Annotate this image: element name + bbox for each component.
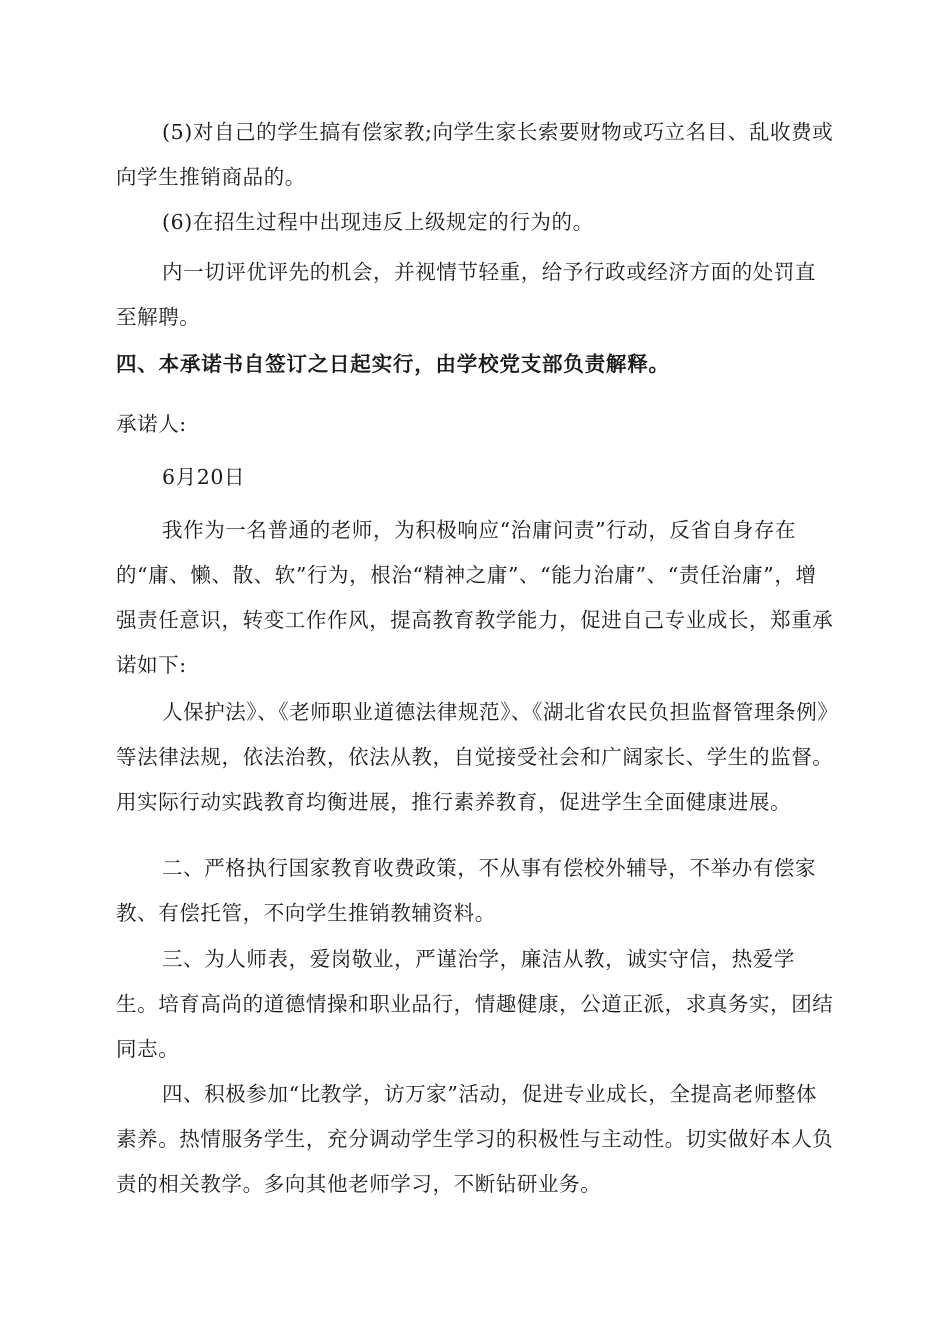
section-four-heading: 四、本承诺书自签订之日起实行，由学校党支部负责解释。: [116, 352, 670, 376]
paragraph-point-three: 三、为人师表，爱岗敬业，严谨治学，廉洁从教，诚实守信，热爱学生。培育高尚的道德情操和职业品行，情趣健康，公道正派，求真务实，团结同志。: [116, 947, 834, 1061]
paragraph-point-four: 四、积极参加“比教学，访万家”活动，促进专业成长，全提高老师整体素养。热情服务学生，充分调动学生学习的积极性与主动性。切实做好本人负责的相关教学。多向其他老师学习，不断钻研业务。: [116, 1082, 834, 1196]
paragraph-point-two: 二、严格执行国家教育收费政策，不从事有偿校外辅导，不举办有偿家教、有偿托管，不向学生推销教辅资料。: [116, 856, 817, 925]
date-line: 6月20日: [162, 465, 246, 489]
promiser-label: 承诺人:: [116, 412, 187, 436]
paragraph-item-5: (5)对自己的学生搞有偿家教;向学生家长索要财物或巧立名目、乱收费或向学生推销商品的。: [116, 120, 834, 189]
paragraph-intro: 我作为一名普通的老师，为积极响应“治庸问责”行动，反省自身存在的“庸、懒、散、软”行为，根治“精神之庸”、“能力治庸”、“责任治庸”，增强责任意识，转变工作作风，提高教育教学能力，促进自己专业成长，郑重承诺如下:: [116, 518, 834, 677]
paragraph-laws: 人保护法》、《老师职业道德法律规范》、《湖北省农民负担监督管理条例》等法律法规，依法治教，依法从教，自觉接受社会和广阔家长、学生的监督。用实际行动实践教育均衡进展，推行素养教育，促进学生全面健康进展。: [116, 700, 834, 814]
paragraph-item-6: (6)在招生过程中出现违反上级规定的行为的。: [162, 210, 594, 234]
paragraph-penalty: 内一切评优评先的机会，并视情节轻重，给予行政或经济方面的处罚直至解聘。: [116, 260, 817, 329]
